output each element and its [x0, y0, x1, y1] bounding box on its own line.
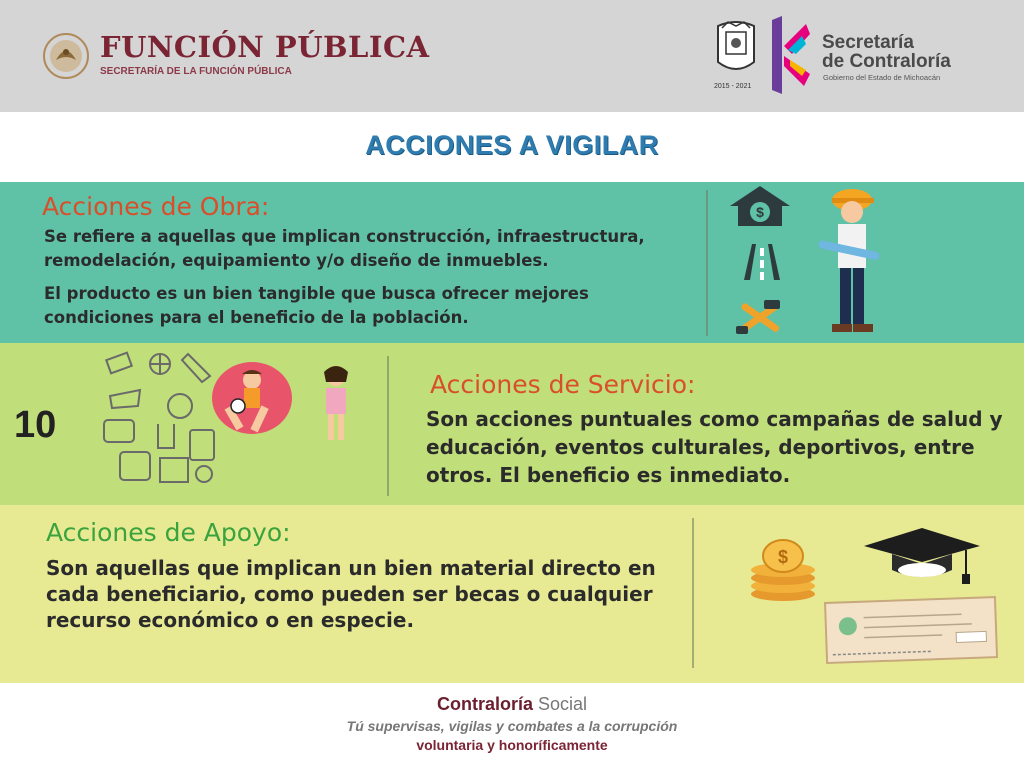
- secretaria-logo-icon: [766, 16, 812, 94]
- funcion-publica-title: FUNCIÓN PÚBLICA: [100, 30, 430, 64]
- tools-icon: [730, 298, 790, 338]
- svg-text:$: $: [756, 204, 764, 220]
- servicio-number: 10: [14, 404, 57, 446]
- apoyo-heading: Acciones de Apoyo:: [46, 518, 291, 547]
- road-icon: [736, 244, 788, 280]
- obra-divider: [706, 190, 708, 336]
- apoyo-paragraph: Son aquellas que implican un bien material directo en cada beneficiario, como pueden ser becas o cualquier recurso económico o en especie.: [46, 556, 656, 632]
- page-title: ACCIONES A VIGILAR: [365, 130, 659, 160]
- kids-playing-icon: [212, 358, 362, 448]
- servicio-paragraph: Son acciones puntuales como campañas de salud y educación, eventos culturales, deportivos, entre otros. El beneficio es inmediato.: [426, 407, 1003, 487]
- secretaria-title-line2: de Contraloría: [822, 51, 951, 72]
- michoacan-seal-icon: [712, 18, 760, 92]
- obra-heading: Acciones de Obra:: [42, 192, 270, 221]
- obra-paragraph-2: El producto es un bien tangible que busca ofrecer mejores condiciones para el beneficio de la población.: [44, 284, 589, 327]
- apoyo-divider: [692, 518, 694, 668]
- servicio-heading: Acciones de Servicio:: [430, 370, 696, 399]
- cheque-icon: [822, 594, 1002, 664]
- seal-years-label: 2015 - 2021: [714, 83, 752, 90]
- engineer-icon: [812, 186, 882, 336]
- secretaria-title-line3: Gobierno del Estado de Michoacán: [823, 73, 941, 82]
- footer-brand-b: Social: [538, 694, 588, 714]
- obra-paragraph-1: Se refiere a aquellas que implican construcción, infraestructura, remodelación, equipamiento y/o diseño de inmuebles.: [44, 227, 645, 270]
- servicio-divider: [387, 356, 389, 496]
- coins-icon: [748, 538, 818, 602]
- header-bar: [0, 0, 1024, 112]
- funcion-publica-subtitle: SECRETARÍA DE LA FUNCIÓN PÚBLICA: [100, 66, 292, 77]
- footer-brand: [0, 694, 1024, 715]
- graduation-cap-icon: [862, 528, 982, 588]
- svg-text:$: $: [777, 547, 789, 567]
- school-supplies-icon: [100, 348, 220, 488]
- house-money-icon: [728, 184, 792, 228]
- secretaria-title-line1: Secretaría: [822, 32, 914, 53]
- footer-tagline: Tú supervisas, vigilas y combates a la corrupción: [346, 718, 678, 734]
- footer-tagline-2: voluntaria y honoríficamente: [416, 737, 608, 753]
- mexico-seal-icon: [42, 32, 90, 80]
- footer-brand-a: Contraloría: [436, 694, 533, 714]
